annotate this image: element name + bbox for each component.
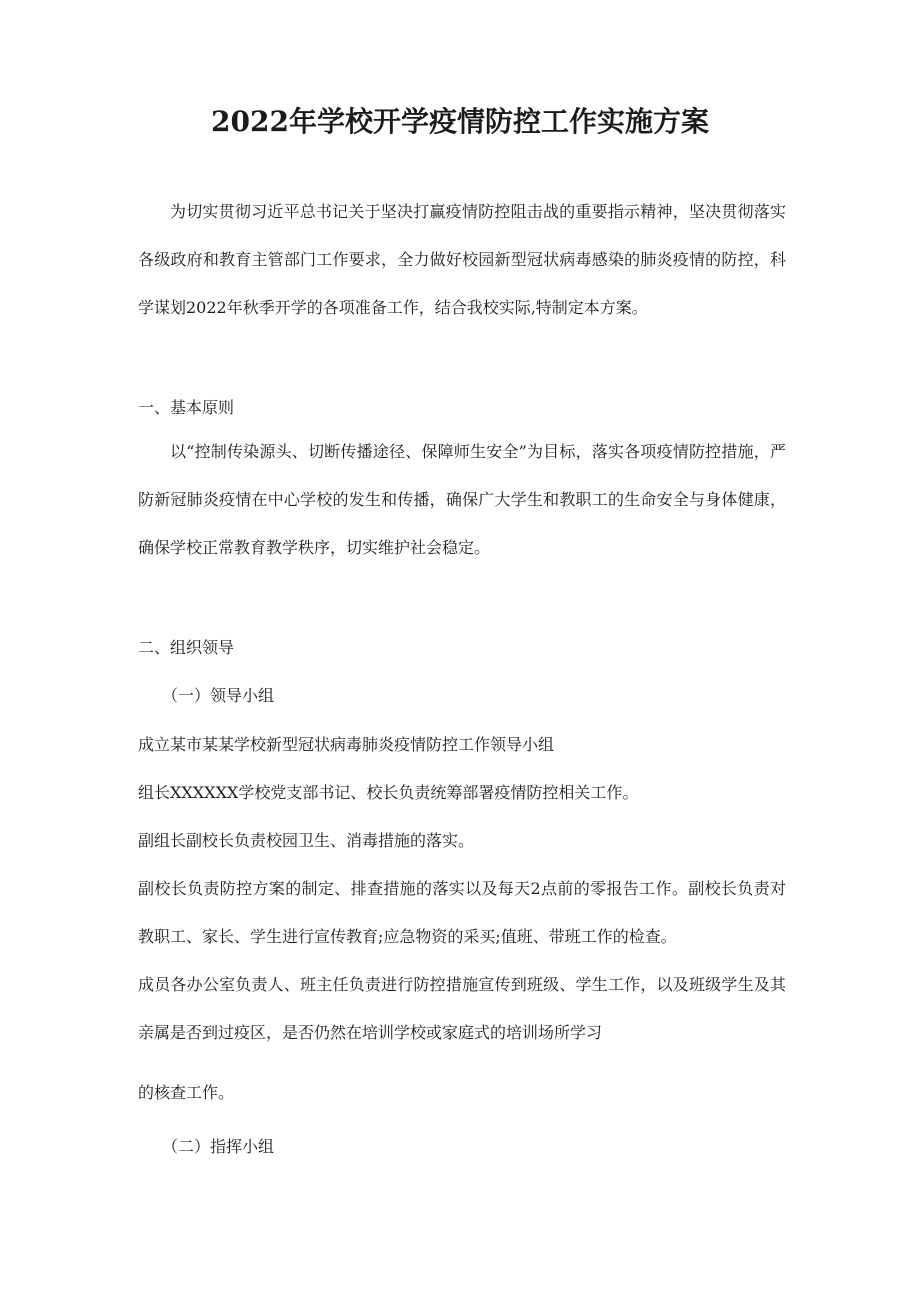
subsection2-heading: （二）指挥小组: [162, 1137, 275, 1156]
subsection1-heading: （一）领导小组: [162, 686, 275, 705]
leadership-group-line: 成立某市某某学校新型冠状病毒肺炎疫情防控工作领导小组: [138, 735, 555, 754]
verification-line: 的核查工作。: [138, 1083, 235, 1102]
vice-principal-paragraph: 副校长负责防控方案的制定、排查措施的落实以及每天2点前的零报告工作。副校长负责对教职工、家长、学生进行宣传教育;应急物资的采买;值班、带班工作的检查。: [138, 879, 786, 946]
deputy-leader-line: 副组长副校长负责校园卫生、消毒措施的落实。: [138, 831, 475, 850]
intro-paragraph: 为切实贯彻习近平总书记关于坚决打赢疫情防控阻击战的重要指示精神，坚决贯彻落实各级政府和教育主管部门工作要求，全力做好校园新型冠状病毒感染的肺炎疫情的防控，科学谋划2022年秋季开学的各项准备工作，结合我校实际,特制定本方案。: [138, 202, 786, 317]
group-leader-line: 组长XXXXXX学校党支部书记、校长负责统筹部署疫情防控相关工作。: [138, 783, 639, 802]
section1-body: 以“控制传染源头、切断传播途径、保障师生安全”为目标，落实各项疫情防控措施，严防新冠肺炎疫情在中心学校的发生和传播，确保广大学生和教职工的生命安全与身体健康，确保学校正常教育教学秩序，切实维护社会稳定。: [138, 442, 786, 557]
section2-heading: 二、组织领导: [138, 638, 235, 657]
section1-heading: 一、基本原则: [138, 398, 235, 417]
members-paragraph: 成员各办公室负责人、班主任负责进行防控措施宣传到班级、学生工作，以及班级学生及其亲属是否到过疫区，是否仍然在培训学校或家庭式的培训场所学习: [138, 975, 786, 1042]
document-title: 2022年学校开学疫情防控工作实施方案: [211, 105, 709, 138]
